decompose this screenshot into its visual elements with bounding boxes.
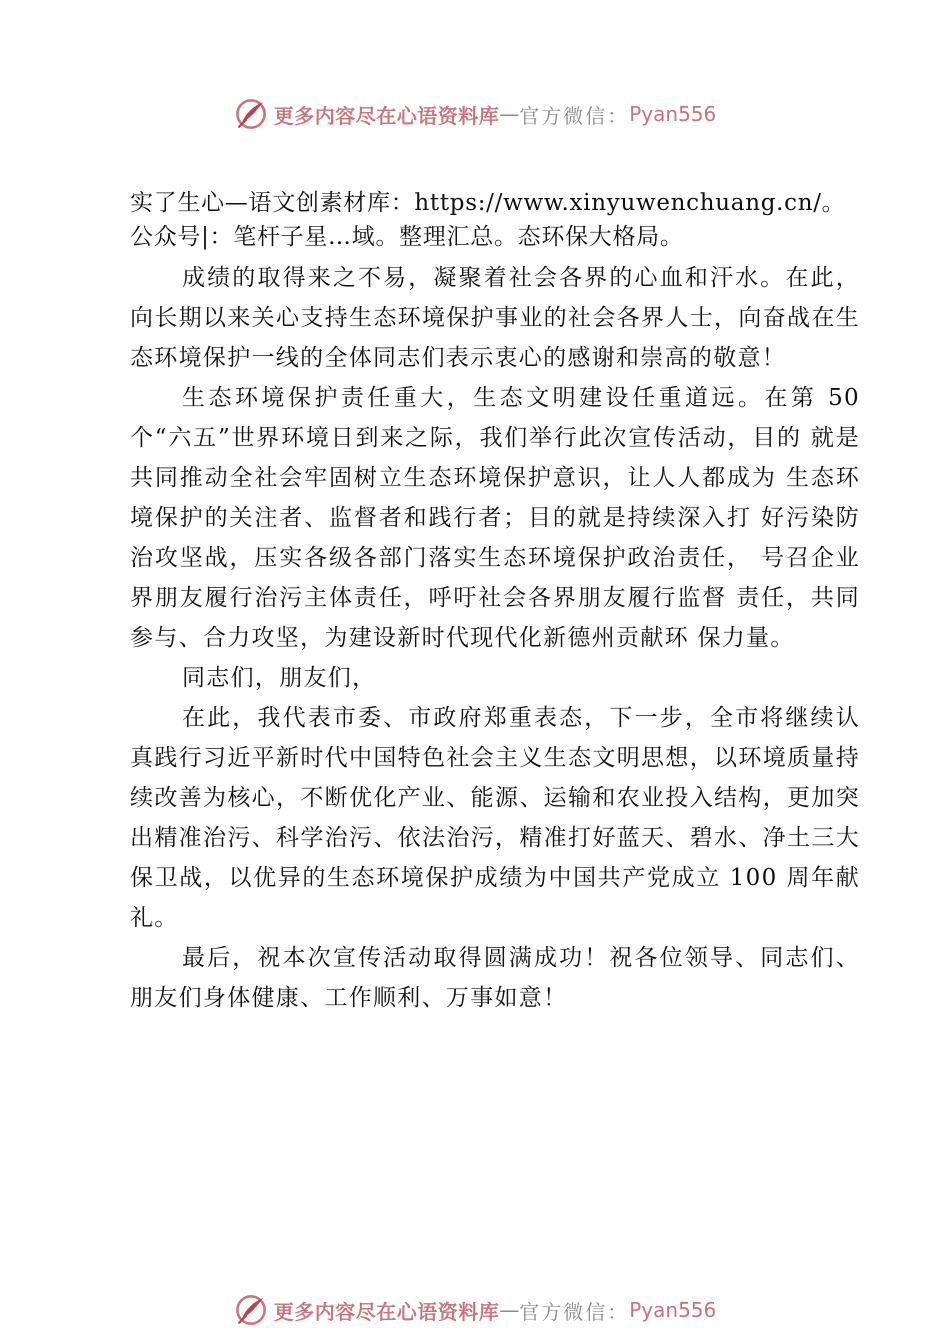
header-wechat-label: 官方微信： (519, 103, 630, 128)
document-body (130, 186, 860, 1018)
header-banner (0, 94, 950, 134)
quill-logo-icon (234, 1293, 268, 1327)
watermark-line: 公众号|：笔杆子星…域。整理汇总。态环保大格局。 (130, 224, 684, 250)
header-brand: 更多内容尽在心语资料库 (273, 103, 500, 128)
quill-logo-icon (234, 97, 268, 131)
paragraph: 在此，我代表市委、市政府郑重表态，下一步，全市将继续认真践行习近平新时代中国特色社会主义生态文明思想，以环境质量持续改善为核心，不断优化产业、能源、运输和农业投入结构，更加突出精准治污、科学治污、依法治污，精准打好蓝天、碧水、净土三大保卫战，以优异的生态环境保护成绩为中国共产党成立 100 周年献礼。 (130, 705, 860, 931)
footer-wechat-id: Pyan556 (629, 1298, 717, 1322)
paragraph: 最后，祝本次宣传活动取得圆满成功！祝各位领导、同志们、朋友们身体健康、工作顺利、万事如意！ (130, 945, 860, 1011)
footer-banner (0, 1290, 950, 1330)
header-separator: — (499, 102, 520, 126)
paragraph: 同志们，朋友们， (182, 665, 377, 691)
paragraph: 成绩的取得来之不易，凝聚着社会各界的心血和汗水。在此，向长期以来关心支持生态环境保护事业的社会各界人士，向奋战在生态环境保护一线的全体同志们表示衷心的感谢和崇高的敬意！ (130, 265, 860, 371)
footer-separator: — (499, 1298, 520, 1322)
header-wechat-id: Pyan556 (629, 102, 717, 126)
paragraph: 生态环境保护责任重大，生态文明建设任重道远。在第 50 个“六五”世界环境日到来之际，我们举行此次宣传活动，目的 就是共同推动全社会牢固树立生态环境保护意识，让人人都成为 生态环境保护的关注者、监督者和践行者；目的就是持续深入打 好污染防治攻坚战，压实各级各部门落实生态环境保护政治责任， 号召企业界朋友履行治污主体责任，呼吁社会各界朋友履行监督 责任，共同参与、合力攻坚，为建设新时代现代化新德州贡献环 保力量。 (130, 385, 860, 651)
watermark-line: 实了生心—语文创素材库：https://www.xinyuwenchuang.cn/。 (130, 190, 846, 216)
footer-brand: 更多内容尽在心语资料库 (273, 1299, 500, 1324)
footer-wechat-label: 官方微信： (519, 1299, 630, 1324)
